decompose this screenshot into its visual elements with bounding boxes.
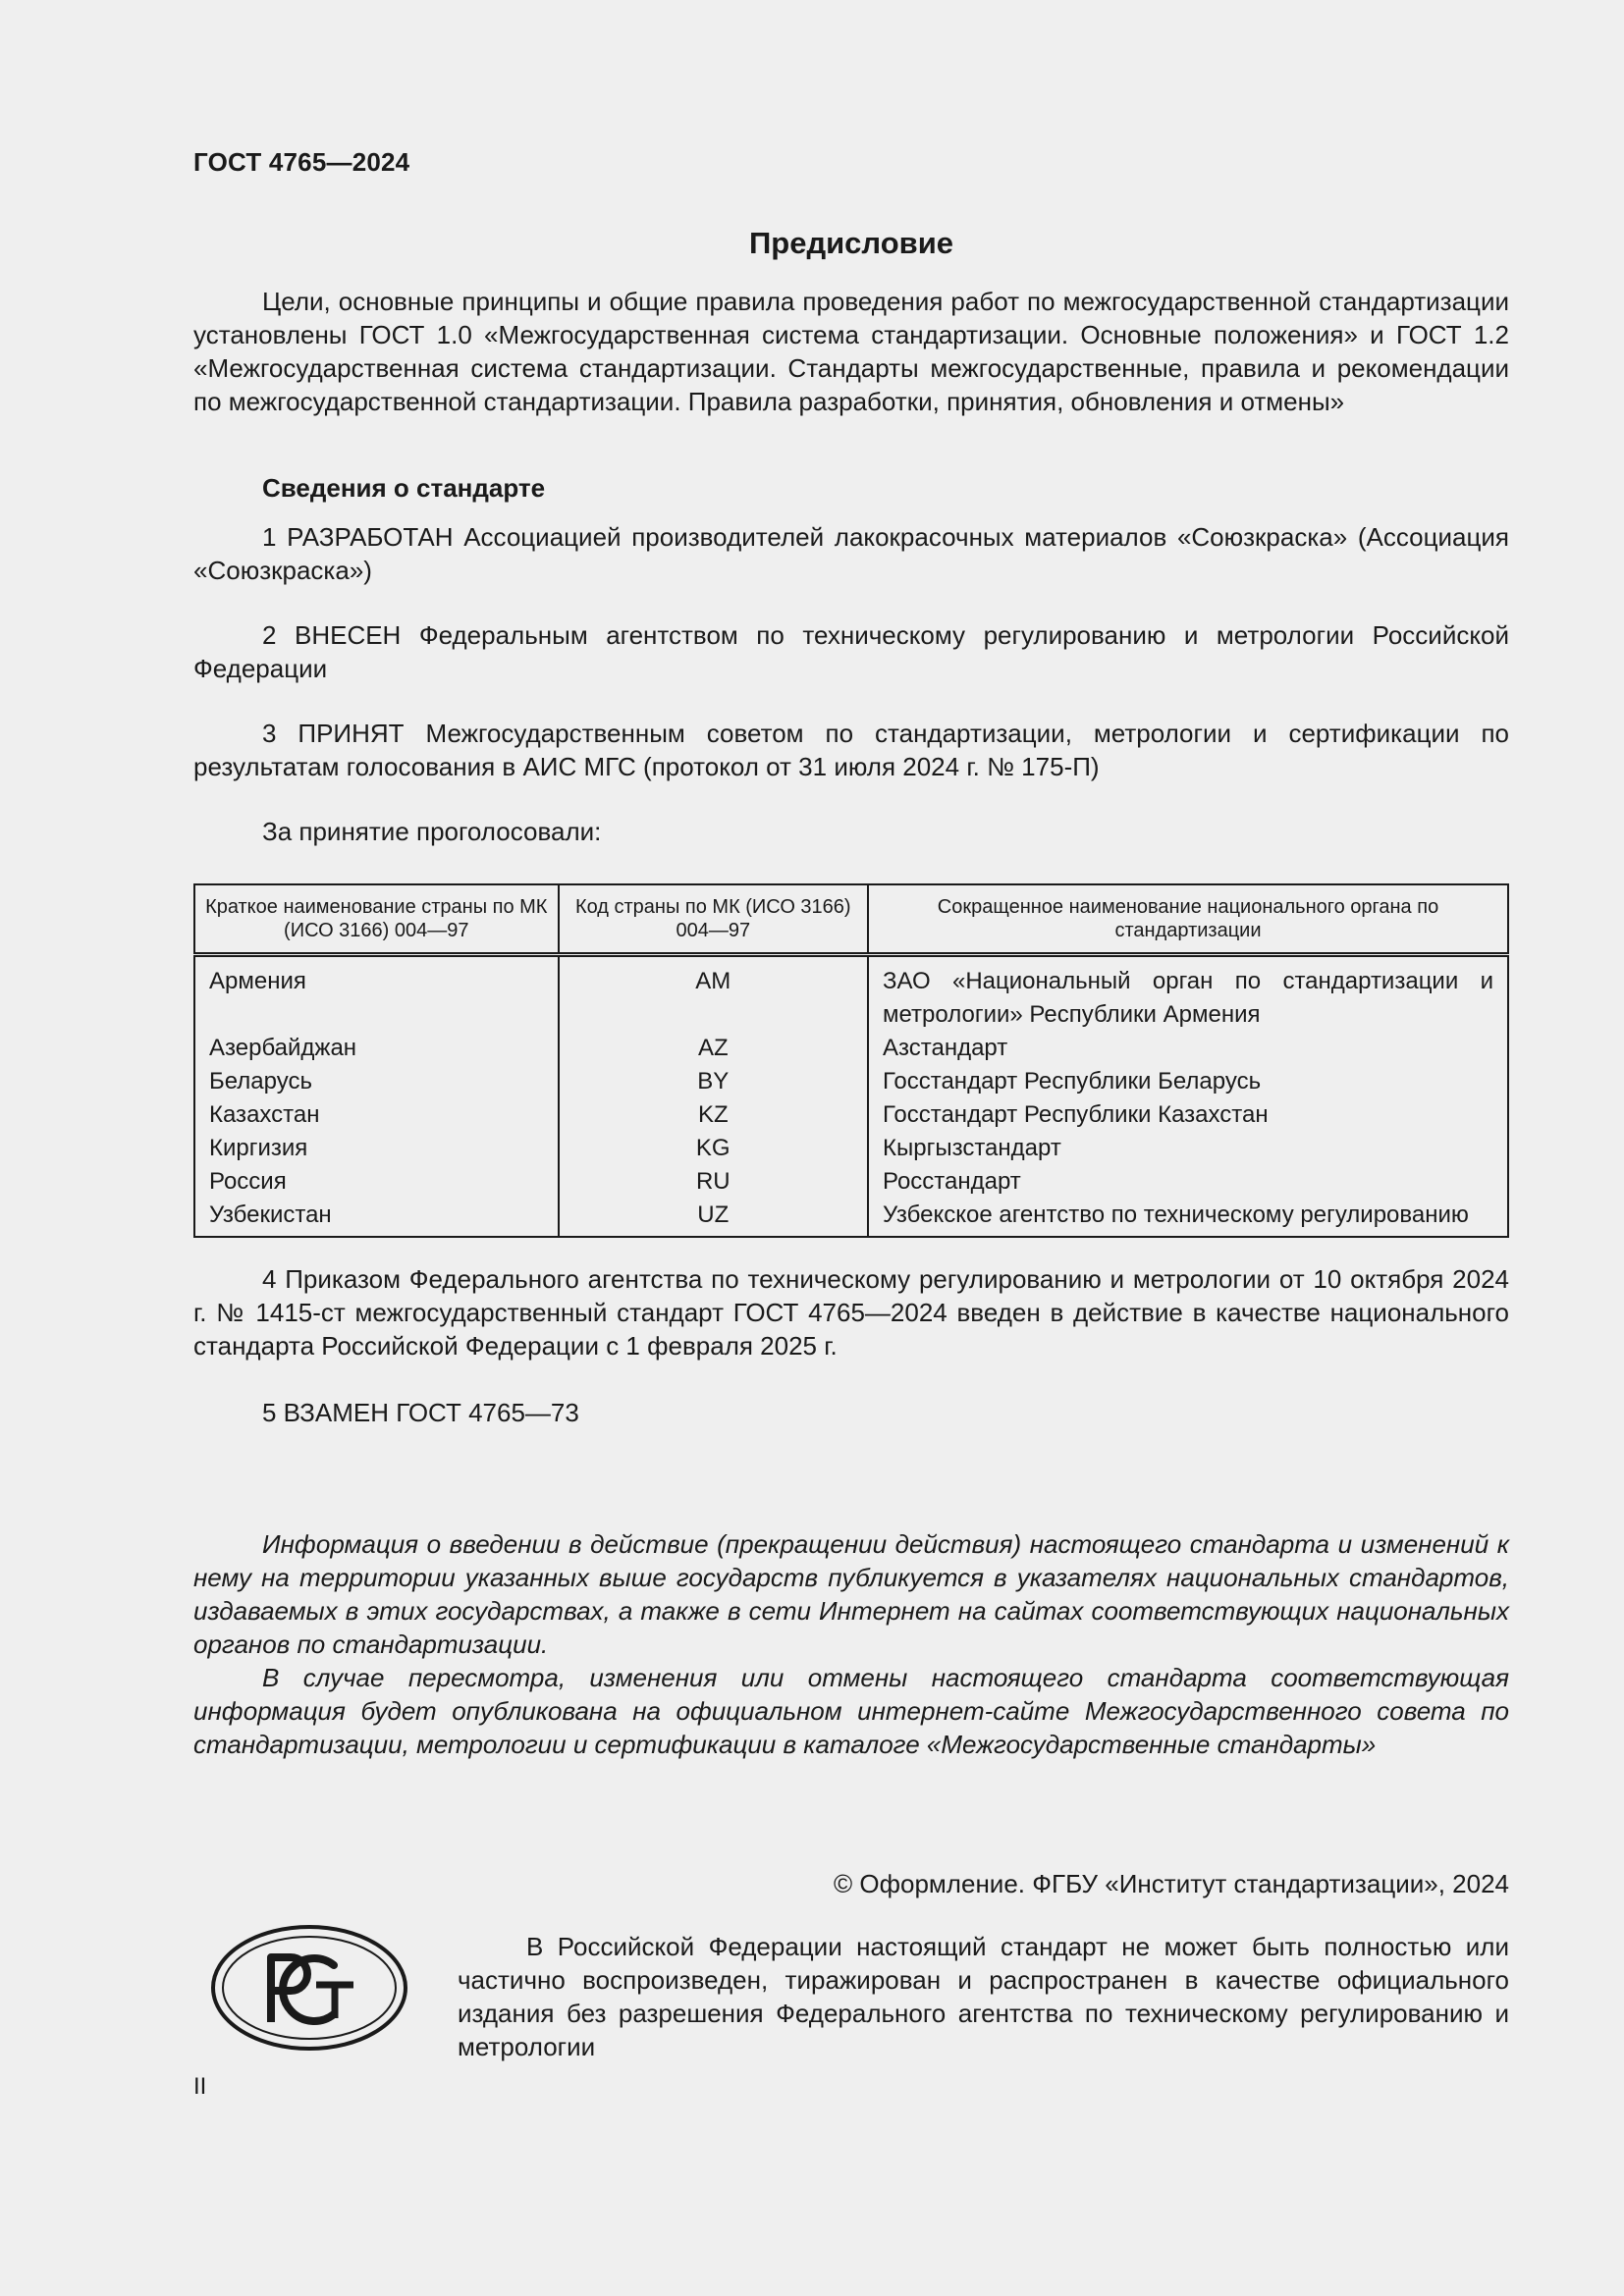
cell-body: Азстандарт: [883, 1035, 1008, 1061]
table-row: [194, 955, 1508, 1033]
page-number: II: [193, 2073, 207, 2100]
notice-text: В Российской Федерации настоящий стандарт не может быть полностью или частично воспроизведен, тиражирован и распространен в качестве официального издания без разрешения Федерального агентства по техническому регулированию и метрологии: [458, 1932, 1509, 2061]
cell-country: Азербайджан: [194, 1032, 559, 1065]
table-row: [194, 1032, 1508, 1065]
table-row: [194, 1132, 1508, 1165]
table-row: [194, 1098, 1508, 1132]
cell-code: AZ: [559, 1032, 868, 1065]
table-row: [194, 1065, 1508, 1098]
cell-body: Госстандарт Республики Казахстан: [883, 1101, 1269, 1128]
voted-label: За принятие проголосовали:: [262, 817, 602, 846]
info-note-dissemination: Информация о введении в действие (прекращении действия) настоящего стандарта и изменений к нему на территории указанных выше государств публикуется в указателях национальных стандартов, издаваемых в этих государствах, а также в сети Интернет на сайтах соответствующих национальных органов по стандартизации.: [193, 1529, 1509, 1659]
header-country: Краткое наименование страны по МК (ИСО 3166) 004—97: [194, 884, 559, 955]
item-order: 4 Приказом Федерального агентства по техническому регулированию и метрологии от 10 октября 2024 г. № 1415-ст межгосударственный стандарт ГОСТ 4765—2024 введен в действие в качестве национального стандарта Российской Федерации с 1 февраля 2025 г.: [193, 1264, 1509, 1361]
cell-body: ЗАО «Национальный орган по стандартизации и метрологии» Республики Армения: [883, 968, 1493, 1028]
info-note-revision: В случае пересмотра, изменения или отмены настоящего стандарта соответствующая информация будет опубликована на официальном интернет-сайте Межгосударственного совета по стандартизации, метрологии и сертификации в каталоге «Межгосударственные стандарты»: [193, 1663, 1509, 1759]
cell-body: Росстандарт: [883, 1168, 1021, 1195]
item-submitted: 2 ВНЕСЕН Федеральным агентством по техническому регулированию и метрологии Российской Федерации: [193, 620, 1509, 683]
cell-country: Беларусь: [194, 1065, 559, 1098]
cell-country: Армения: [194, 955, 559, 1033]
item-developed: 1 РАЗРАБОТАН Ассоциацией производителей лакокрасочных материалов «Союзкраска» (Ассоциация «Союзкраска»): [193, 522, 1509, 585]
rst-logo: [210, 1924, 408, 2056]
cell-body: Госстандарт Республики Беларусь: [883, 1068, 1262, 1095]
rst-logo-icon: [210, 1924, 408, 2052]
table-header-row: [194, 884, 1508, 955]
intro-paragraph: Цели, основные принципы и общие правила проведения работ по межгосударственной стандартизации установлены ГОСТ 1.0 «Межгосударственная система стандартизации. Основные положения» и ГОСТ 1.2 «Межгосударственная система стандартизации. Стандарты межгосударственные, правила и рекомендации по межгосударственной стандартизации. Правила разработки, принятия, обновления и отмены»: [193, 287, 1509, 416]
cell-country: Киргизия: [194, 1132, 559, 1165]
cell-country: Узбекистан: [194, 1199, 559, 1237]
info-notes: [193, 1527, 1509, 1761]
cell-body: Кыргызстандарт: [883, 1135, 1061, 1161]
cell-body: Узбекское агентство по техническому регулированию: [883, 1201, 1469, 1228]
cell-code: AM: [559, 955, 868, 1033]
table-row: [194, 1199, 1508, 1237]
item-replaces: 5 ВЗАМЕН ГОСТ 4765—73: [262, 1398, 579, 1427]
document-code: ГОСТ 4765—2024: [193, 147, 410, 177]
cell-code: BY: [559, 1065, 868, 1098]
reproduction-notice: [458, 1930, 1509, 2063]
cell-country: Казахстан: [194, 1098, 559, 1132]
item-adopted: 3 ПРИНЯТ Межгосударственным советом по стандартизации, метрологии и сертификации по результатам голосования в АИС МГС (протокол от 31 июля 2024 г. № 175-П): [193, 719, 1509, 781]
countries-table: [193, 883, 1509, 1238]
header-code: Код страны по МК (ИСО 3166) 004—97: [559, 884, 868, 955]
cell-code: KZ: [559, 1098, 868, 1132]
copyright-line: © Оформление. ФГБУ «Институт стандартизации», 2024: [834, 1869, 1509, 1898]
header-body: Сокращенное наименование национального органа по стандартизации: [868, 884, 1508, 955]
cell-code: UZ: [559, 1199, 868, 1237]
info-heading: Сведения о стандарте: [262, 473, 546, 503]
cell-country: Россия: [194, 1165, 559, 1199]
cell-code: RU: [559, 1165, 868, 1199]
cell-code: KG: [559, 1132, 868, 1165]
table-row: [194, 1165, 1508, 1199]
page-title: Предисловие: [748, 226, 953, 260]
